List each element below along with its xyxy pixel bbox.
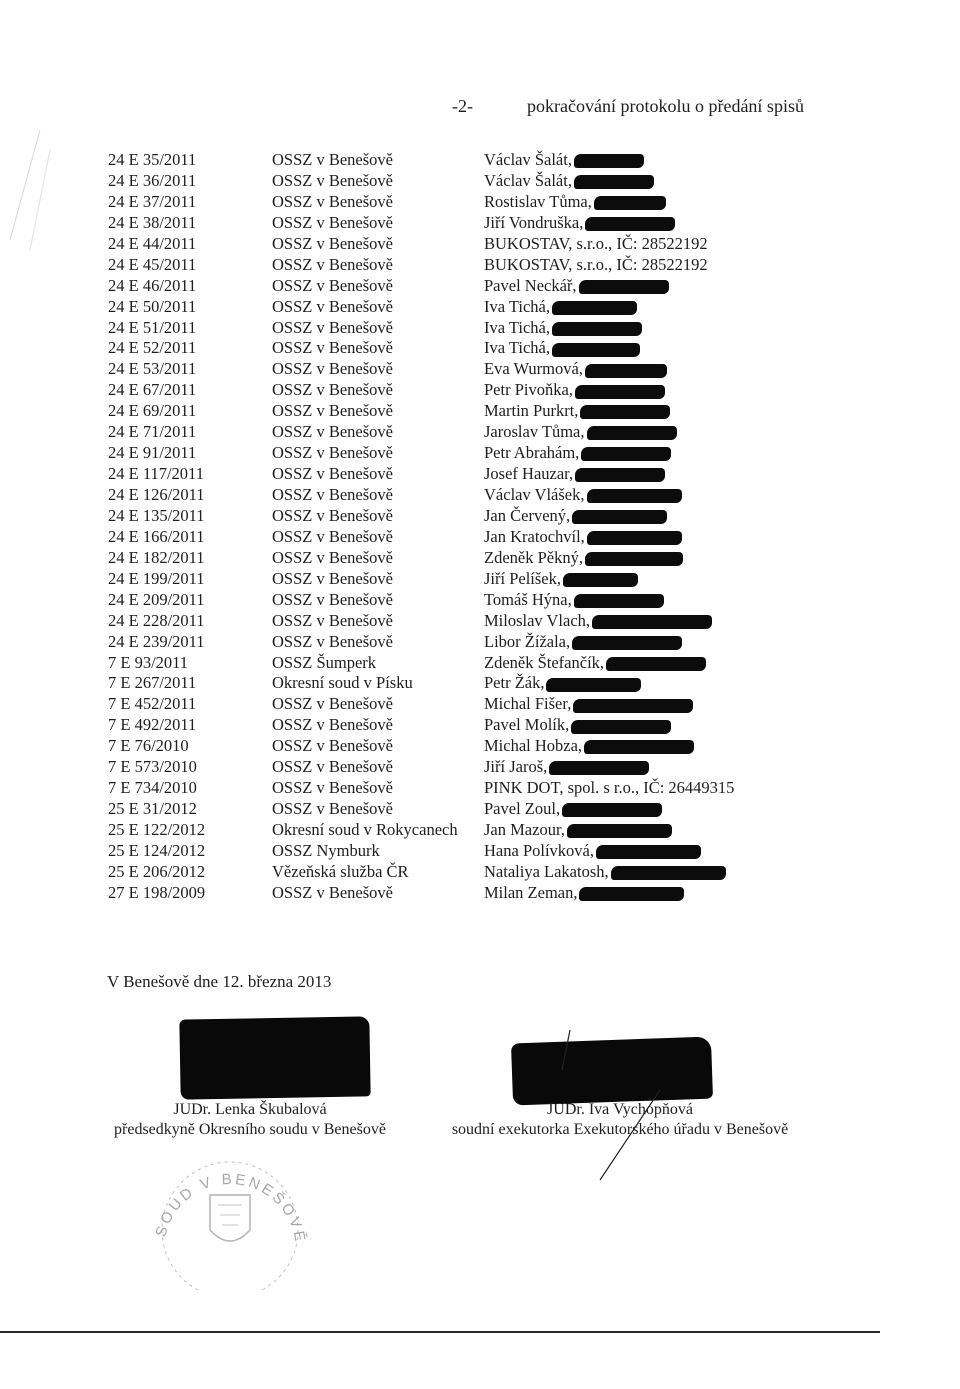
list-item (0, 171, 960, 192)
party-name: BUKOSTAV, s.r.o., IČ: 28522192 (484, 254, 708, 274)
party-cell (484, 150, 644, 171)
signature-right (420, 1100, 820, 1140)
redaction-mark (575, 385, 665, 399)
list-item (0, 234, 960, 255)
case-number: 24 E 52/2011 (108, 338, 197, 358)
court-name: OSSZ Nymburk (272, 840, 380, 860)
redaction-mark (587, 531, 682, 545)
redaction-mark (552, 301, 637, 315)
party-cell (484, 297, 637, 318)
case-number: 7 E 573/2010 (108, 757, 197, 777)
redaction-mark (567, 824, 672, 838)
party-cell (484, 213, 675, 234)
court-name: OSSZ v Benešově (272, 589, 393, 609)
party-cell (484, 338, 640, 359)
redaction-mark (592, 615, 712, 629)
party-cell (484, 422, 677, 443)
party-name: Martin Purkrt, (484, 401, 579, 421)
court-name: OSSZ Šumperk (272, 652, 377, 672)
redaction-mark (584, 740, 694, 754)
court-name: OSSZ v Benešově (272, 882, 393, 902)
party-name: Michal Hobza, (484, 736, 583, 756)
redaction-mark (587, 426, 677, 440)
svg-text:SOUD V BENEŠOVĚ: SOUD V BENEŠOVĚ (152, 1170, 309, 1246)
party-name: Jiří Pelíšek, (484, 568, 561, 588)
header-title: pokračování protokolu o předání spisů (527, 96, 804, 116)
case-number: 24 E 50/2011 (108, 296, 197, 316)
court-name: OSSZ v Benešově (272, 505, 393, 525)
court-name: OSSZ v Benešově (272, 212, 393, 232)
case-number: 24 E 199/2011 (108, 568, 205, 588)
list-item (0, 150, 960, 171)
court-name: OSSZ v Benešově (272, 191, 393, 211)
list-item (0, 359, 960, 380)
case-number: 24 E 117/2011 (108, 464, 204, 484)
party-name: Václav Šalát, (484, 170, 572, 190)
court-name: OSSZ v Benešově (272, 799, 393, 819)
party-cell (484, 464, 665, 485)
page-number: -2- (452, 96, 473, 116)
list-item (0, 255, 960, 276)
redaction-mark (579, 280, 669, 294)
party-cell (484, 820, 672, 841)
party-cell (484, 715, 671, 736)
signature-right-name: JUDr. Iva Vychopňová (547, 1101, 693, 1118)
court-name: OSSZ v Benešově (272, 485, 393, 504)
party-name: PINK DOT, spol. s r.o., IČ: 26449315 (484, 778, 735, 798)
list-item (0, 694, 960, 715)
case-number: 24 E 209/2011 (108, 589, 205, 609)
party-cell (484, 318, 642, 339)
party-name: Pavel Zoul, (484, 799, 561, 819)
party-name: Zdeněk Štefančík, (484, 652, 605, 672)
case-number: 25 E 206/2012 (108, 861, 206, 881)
court-name: OSSZ v Benešově (272, 547, 393, 567)
signature-left (100, 1100, 400, 1140)
court-name: OSSZ v Benešově (272, 631, 393, 651)
redaction-mark (585, 364, 667, 378)
list-item (0, 485, 960, 506)
page-bottom-rule (0, 1331, 880, 1333)
redaction-mark (579, 887, 684, 901)
party-name: Václav Šalát, (484, 150, 572, 169)
redaction-mark (606, 657, 706, 671)
party-name: Rostislav Tůma, (484, 191, 592, 211)
court-name: Vězeňská služba ČR (272, 861, 409, 881)
party-name: Michal Fišer, (484, 694, 572, 714)
case-number: 27 E 198/2009 (108, 882, 206, 902)
list-item (0, 443, 960, 464)
court-name: OSSZ v Benešově (272, 170, 393, 190)
case-number: 24 E 38/2011 (108, 212, 197, 232)
court-name: OSSZ v Benešově (272, 568, 393, 588)
list-item (0, 736, 960, 757)
party-cell (484, 883, 684, 904)
case-number: 24 E 53/2011 (108, 359, 197, 379)
case-number: 24 E 44/2011 (108, 233, 197, 253)
list-item (0, 778, 960, 799)
party-name: BUKOSTAV, s.r.o., IČ: 28522192 (484, 233, 708, 253)
redaction-mark (572, 636, 682, 650)
list-item (0, 213, 960, 234)
case-number: 7 E 492/2011 (108, 715, 197, 735)
redaction-mark (574, 154, 644, 168)
list-item (0, 297, 960, 318)
party-name: Petr Žák, (484, 673, 545, 693)
party-cell (484, 171, 654, 192)
party-cell (484, 443, 671, 464)
case-number: 24 E 91/2011 (108, 443, 197, 463)
court-name: OSSZ v Benešově (272, 778, 393, 798)
redaction-mark (611, 866, 726, 880)
list-item (0, 318, 960, 339)
party-name: Jiří Jaroš, (484, 757, 548, 777)
party-name: Jan Kratochvíl, (484, 526, 585, 546)
party-name: Václav Vlášek, (484, 485, 585, 504)
case-number: 25 E 31/2012 (108, 799, 197, 819)
party-cell (484, 276, 669, 297)
case-number: 7 E 93/2011 (108, 652, 189, 672)
list-item (0, 192, 960, 213)
party-cell (484, 757, 649, 778)
list-item (0, 820, 960, 841)
case-number: 24 E 182/2011 (108, 547, 205, 567)
list-item (0, 527, 960, 548)
party-name: Iva Tichá, (484, 296, 550, 316)
court-name: OSSZ v Benešově (272, 694, 393, 714)
party-name: Jan Červený, (484, 505, 571, 525)
case-number: 24 E 36/2011 (108, 170, 197, 190)
list-item (0, 506, 960, 527)
case-number: 7 E 76/2010 (108, 736, 189, 756)
party-cell (484, 736, 694, 757)
case-number: 24 E 135/2011 (108, 505, 205, 525)
redaction-mark (585, 217, 675, 231)
party-cell (484, 548, 683, 569)
party-name: Nataliya Lakatosh, (484, 861, 609, 881)
party-name: Miloslav Vlach, (484, 610, 591, 630)
party-name: Pavel Molík, (484, 715, 570, 735)
redaction-mark (585, 552, 683, 566)
signature-left-role: předsedkyně Okresního soudu v Benešově (114, 1121, 386, 1138)
redaction-mark (546, 678, 641, 692)
list-item (0, 757, 960, 778)
list-item (0, 338, 960, 359)
list-item (0, 841, 960, 862)
case-number: 24 E 166/2011 (108, 526, 205, 546)
list-item (0, 276, 960, 297)
party-name: Jaroslav Tůma, (484, 422, 585, 442)
party-cell (484, 694, 693, 715)
redaction-mark (562, 803, 662, 817)
court-name: OSSZ v Benešově (272, 275, 393, 295)
signature-left-redaction (179, 1016, 370, 1099)
court-name: OSSZ v Benešově (272, 317, 393, 337)
party-cell (484, 862, 726, 883)
list-item (0, 883, 960, 904)
list-item (0, 653, 960, 674)
party-cell (484, 506, 667, 527)
court-name: OSSZ v Benešově (272, 401, 393, 421)
list-item (0, 548, 960, 569)
party-cell (484, 799, 662, 820)
party-cell (484, 590, 664, 611)
list-item (0, 715, 960, 736)
court-name: Okresní soud v Písku (272, 673, 413, 693)
redaction-mark (580, 405, 670, 419)
party-cell (484, 255, 708, 276)
list-item (0, 632, 960, 653)
court-name: OSSZ v Benešově (272, 359, 393, 379)
case-number: 24 E 35/2011 (108, 150, 197, 169)
case-number: 24 E 126/2011 (108, 485, 205, 504)
redaction-mark (549, 761, 649, 775)
party-name: Libor Žížala, (484, 631, 571, 651)
redaction-mark (596, 845, 701, 859)
party-cell (484, 632, 682, 653)
case-number: 25 E 124/2012 (108, 840, 206, 860)
court-name: OSSZ v Benešově (272, 757, 393, 777)
party-cell (484, 192, 666, 213)
case-number: 24 E 228/2011 (108, 610, 205, 630)
list-item (0, 799, 960, 820)
case-number: 24 E 51/2011 (108, 317, 197, 337)
court-name: OSSZ v Benešově (272, 338, 393, 358)
party-name: Tomáš Hýna, (484, 589, 572, 609)
party-name: Jan Mazour, (484, 820, 565, 839)
party-name: Milan Zeman, (484, 882, 578, 902)
party-cell (484, 527, 682, 548)
case-number: 7 E 267/2011 (108, 673, 197, 693)
list-item (0, 590, 960, 611)
court-name: OSSZ v Benešově (272, 150, 393, 169)
party-name: Iva Tichá, (484, 338, 550, 358)
list-item (0, 422, 960, 443)
party-name: Jiří Vondruška, (484, 212, 584, 232)
redaction-mark (573, 699, 693, 713)
redaction-mark (574, 594, 664, 608)
redaction-mark (574, 175, 654, 189)
party-cell (484, 401, 670, 422)
case-number: 7 E 734/2010 (108, 778, 197, 798)
court-name: OSSZ v Benešově (272, 296, 393, 316)
court-name: OSSZ v Benešově (272, 464, 393, 484)
party-cell (484, 611, 712, 632)
official-stamp (142, 1140, 317, 1290)
list-item (0, 611, 960, 632)
party-name: Iva Tichá, (484, 317, 550, 337)
redaction-mark (575, 468, 665, 482)
party-cell (484, 653, 706, 674)
court-name: Okresní soud v Rokycanech (272, 820, 458, 839)
court-name: OSSZ v Benešově (272, 422, 393, 442)
case-number: 24 E 69/2011 (108, 401, 197, 421)
court-name: OSSZ v Benešově (272, 736, 393, 756)
party-cell (484, 234, 708, 255)
case-number: 24 E 71/2011 (108, 422, 197, 442)
case-number: 24 E 239/2011 (108, 631, 205, 651)
case-number: 24 E 46/2011 (108, 275, 197, 295)
party-name: Hana Polívková, (484, 840, 594, 860)
court-name: OSSZ v Benešově (272, 610, 393, 630)
case-list (0, 150, 960, 904)
list-item (0, 380, 960, 401)
case-number: 25 E 122/2012 (108, 820, 206, 839)
date-line: V Benešově dne 12. března 2013 (107, 972, 332, 991)
party-name: Petr Pivoňka, (484, 380, 573, 400)
party-cell (484, 485, 682, 506)
list-item (0, 464, 960, 485)
signature-left-name: JUDr. Lenka Škubalová (173, 1101, 327, 1118)
court-name: OSSZ v Benešově (272, 526, 393, 546)
party-cell (484, 841, 701, 862)
party-name: Eva Wurmová, (484, 359, 583, 379)
redaction-mark (594, 196, 666, 210)
court-name: OSSZ v Benešově (272, 715, 393, 735)
party-cell (484, 778, 734, 799)
party-cell (484, 569, 638, 590)
list-item (0, 862, 960, 883)
court-name: OSSZ v Benešově (272, 443, 393, 463)
party-name: Pavel Neckář, (484, 275, 577, 295)
party-name: Zdeněk Pěkný, (484, 547, 583, 567)
redaction-mark (572, 510, 667, 524)
redaction-mark (563, 573, 638, 587)
list-item (0, 569, 960, 590)
redaction-mark (552, 343, 640, 357)
case-number: 24 E 67/2011 (108, 380, 197, 400)
court-name: OSSZ v Benešově (272, 380, 393, 400)
redaction-mark (587, 489, 682, 503)
party-cell (484, 380, 665, 401)
list-item (0, 401, 960, 422)
court-name: OSSZ v Benešově (272, 254, 393, 274)
party-cell (484, 673, 641, 694)
case-number: 24 E 45/2011 (108, 254, 197, 274)
redaction-mark (552, 322, 642, 336)
party-name: Petr Abrahám, (484, 443, 580, 463)
redaction-mark (581, 447, 671, 461)
case-number: 24 E 37/2011 (108, 191, 197, 211)
list-item (0, 673, 960, 694)
redaction-mark (571, 720, 671, 734)
party-name: Josef Hauzar, (484, 464, 574, 484)
party-cell (484, 359, 667, 380)
signature-right-role: soudní exekutorka Exekutorského úřadu v Benešově (451, 1121, 789, 1138)
case-number: 7 E 452/2011 (108, 694, 197, 714)
court-name: OSSZ v Benešově (272, 233, 393, 253)
